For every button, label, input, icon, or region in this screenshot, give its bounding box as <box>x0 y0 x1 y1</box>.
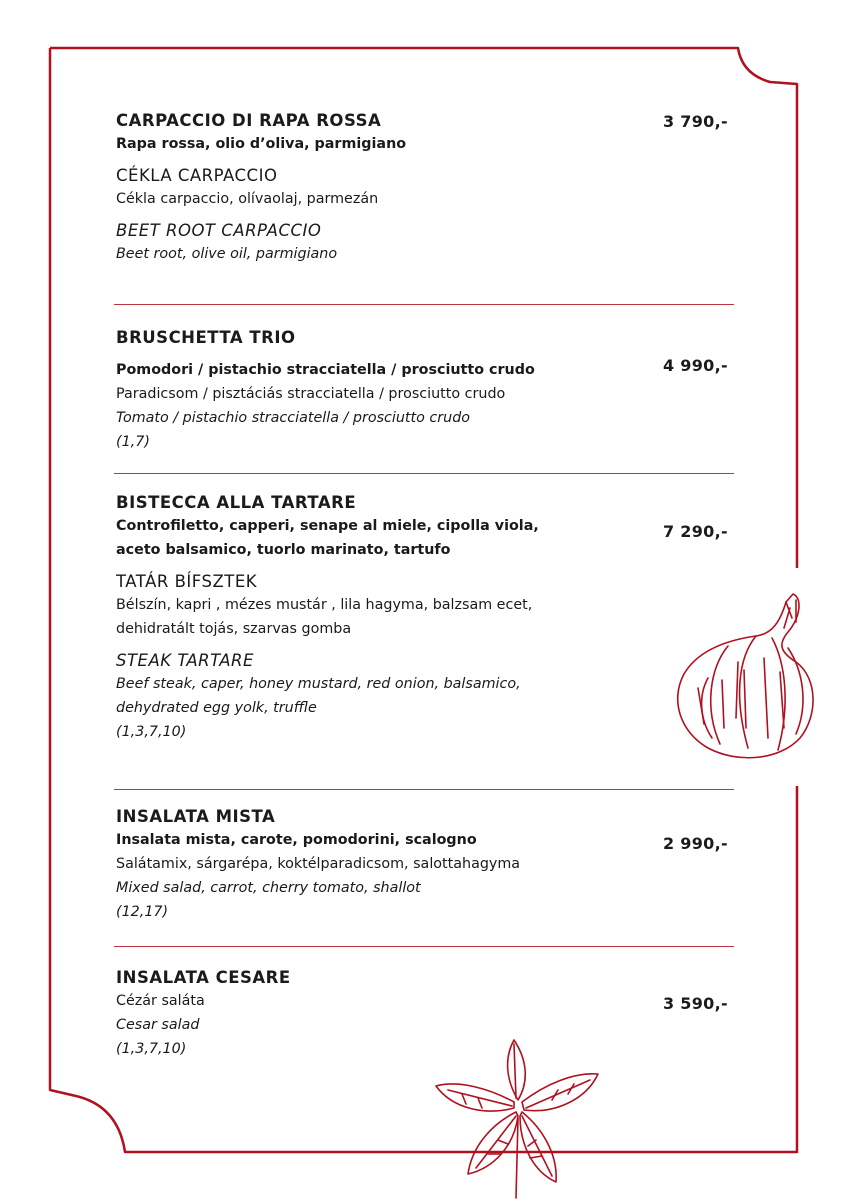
item-price: 4 990,- <box>663 356 728 375</box>
garlic-illustration <box>668 588 828 768</box>
item-desc-it-line1: Controfiletto, capperi, senape al miele, cipolla viola, <box>116 518 539 534</box>
divider <box>114 789 734 790</box>
item-title: CARPACCIO DI RAPA ROSSA <box>116 111 382 130</box>
divider <box>114 946 734 947</box>
item-allergens: (1,3,7,10) <box>116 724 187 740</box>
item-price: 3 590,- <box>663 994 728 1013</box>
item-desc-hu: Paradicsom / pisztáciás stracciatella / prosciutto crudo <box>116 386 506 402</box>
item-desc-it: Insalata mista, carote, pomodorini, scalogno <box>116 832 477 848</box>
item-desc-en: Mixed salad, carrot, cherry tomato, shallot <box>116 880 421 896</box>
divider <box>114 473 734 474</box>
item-desc-hu: Salátamix, sárgarépa, koktélparadicsom, salottahagyma <box>116 856 521 872</box>
menu-item-tartare <box>116 492 656 744</box>
item-title: INSALATA CESARE <box>116 968 291 987</box>
item-title-en: STEAK TARTARE <box>116 651 254 670</box>
item-allergens: (1,7) <box>116 434 150 450</box>
item-desc-it: Rapa rossa, olio d’oliva, parmigiano <box>116 136 407 152</box>
item-allergens: (12,17) <box>116 904 169 920</box>
item-title: BISTECCA ALLA TARTARE <box>116 493 357 512</box>
basil-illustration <box>418 1028 608 1200</box>
item-title-en: BEET ROOT CARPACCIO <box>116 221 322 240</box>
item-title: BRUSCHETTA TRIO <box>116 328 296 347</box>
item-desc-it: Pomodori / pistachio stracciatella / prosciutto crudo <box>116 362 535 378</box>
item-price: 2 990,- <box>663 834 728 853</box>
item-desc-en: Beet root, olive oil, parmigiano <box>116 246 338 262</box>
item-price: 3 790,- <box>663 112 728 131</box>
divider <box>114 304 734 305</box>
item-desc-en-line1: Beef steak, caper, honey mustard, red onion, balsamico, <box>116 676 521 692</box>
item-price: 7 290,- <box>663 522 728 541</box>
item-desc-hu: Cézár saláta <box>116 993 205 1009</box>
item-title: INSALATA MISTA <box>116 807 276 826</box>
menu-item-insalata-mista <box>116 806 656 924</box>
menu-item-carpaccio <box>116 110 656 266</box>
item-desc-en: Tomato / pistachio stracciatella / prosciutto crudo <box>116 410 471 426</box>
item-desc-hu-line1: Bélszín, kapri , mézes mustár , lila hagyma, balzsam ecet, <box>116 597 533 613</box>
item-desc-hu: Cékla carpaccio, olívaolaj, parmezán <box>116 191 379 207</box>
item-desc-en: Cesar salad <box>116 1017 200 1033</box>
item-desc-en-line2: dehydrated egg yolk, truffle <box>116 700 317 716</box>
menu-item-bruschetta <box>116 327 656 454</box>
item-title-hu: TATÁR BÍFSZTEK <box>116 572 258 591</box>
item-title-hu: CÉKLA CARPACCIO <box>116 166 278 185</box>
item-allergens: (1,3,7,10) <box>116 1041 187 1057</box>
item-desc-it-line2: aceto balsamico, tuorlo marinato, tartufo <box>116 542 451 558</box>
item-desc-hu-line2: dehidratált tojás, szarvas gomba <box>116 621 352 637</box>
